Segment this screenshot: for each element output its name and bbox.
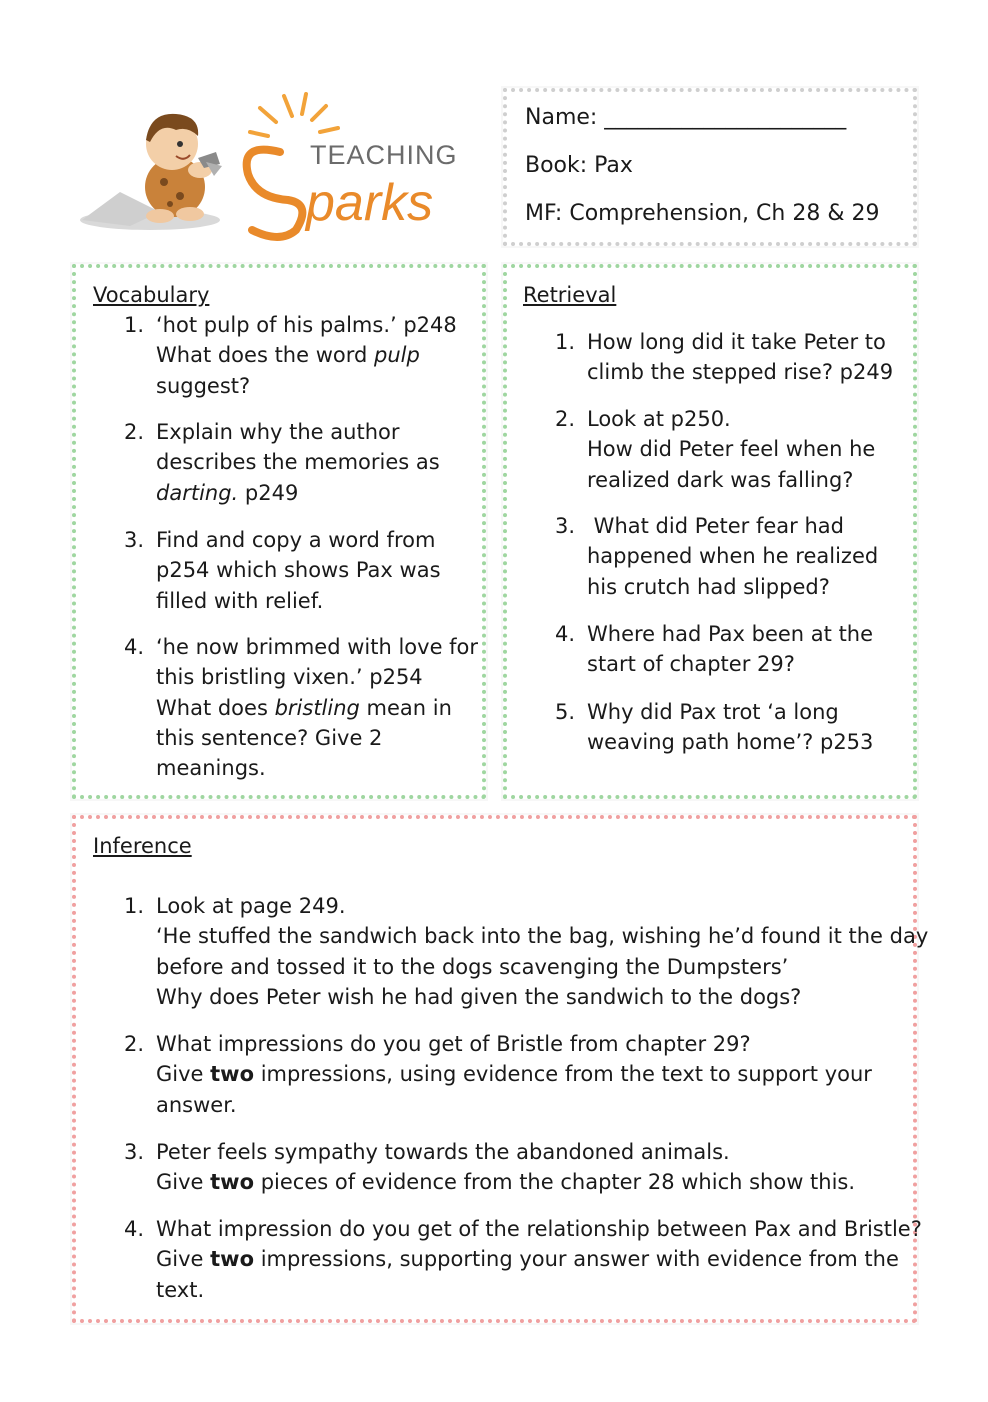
section-title-retrieval: Retrieval <box>523 283 617 307</box>
vocab-question-2: 2. Explain why the author describes the memories as darting. p249 <box>124 420 440 505</box>
vocab-question-3: 3. Find and copy a word from p254 which shows Pax was filled with relief. <box>124 528 441 613</box>
inference-question-2: 2. What impressions do you get of Bristle from chapter 29? Give two impressions, using evidence from the text to support your answer. <box>124 1032 872 1117</box>
student-info-box <box>503 88 917 246</box>
vocab-question-4: 4. ‘he now brimmed with love for this bristling vixen.’ p254 What does bristling mean in this sentence? Give 2 meanings. <box>124 635 479 781</box>
retrieval-question-1: 1. How long did it take Peter to climb the stepped rise? p249 <box>555 330 894 385</box>
inference-question-4: 4. What impression do you get of the relationship between Pax and Bristle? Give two impressions, supporting your answer with evidence from the text. <box>124 1217 922 1302</box>
teaching-sparks-logo <box>80 92 470 242</box>
name-field[interactable]: Name: ______________________ <box>525 105 847 130</box>
retrieval-question-3: 3. What did Peter fear had happened when he realized his crutch had slipped? <box>555 514 879 599</box>
inference-question-3: 3. Peter feels sympathy towards the abandoned animals. Give two pieces of evidence from the chapter 28 which show this. <box>124 1140 856 1195</box>
brand-top-text: TEACHING <box>310 140 458 170</box>
retrieval-question-5: 5. Why did Pax trot ‘a long weaving path home’? p253 <box>555 700 874 755</box>
mf-label: MF: Comprehension, Ch 28 & 29 <box>525 201 880 226</box>
inference-question-1: 1. Look at page 249. ‘He stuffed the sandwich back into the bag, wishing he’d found it the day before and tossed it to the dogs scavenging the Dumpsters’ Why does Peter wish he had given the sandwich to the dogs? <box>124 894 929 1009</box>
inference-section <box>72 815 929 1323</box>
retrieval-section <box>503 264 917 799</box>
retrieval-question-2: 2. Look at p250. How did Peter feel when he realized dark was falling? <box>555 407 876 492</box>
vocabulary-section <box>72 264 486 799</box>
brand-main-text: parks <box>306 174 434 232</box>
caveman-mascot-icon <box>80 92 470 242</box>
book-label: Book: Pax <box>525 153 633 178</box>
retrieval-question-4: 4. Where had Pax been at the start of chapter 29? <box>555 622 874 677</box>
vocab-question-1: 1. ‘hot pulp of his palms.’ p248 What does the word pulp suggest? <box>124 313 457 398</box>
section-title-inference: Inference <box>93 834 192 858</box>
section-title-vocabulary: Vocabulary <box>93 283 210 307</box>
